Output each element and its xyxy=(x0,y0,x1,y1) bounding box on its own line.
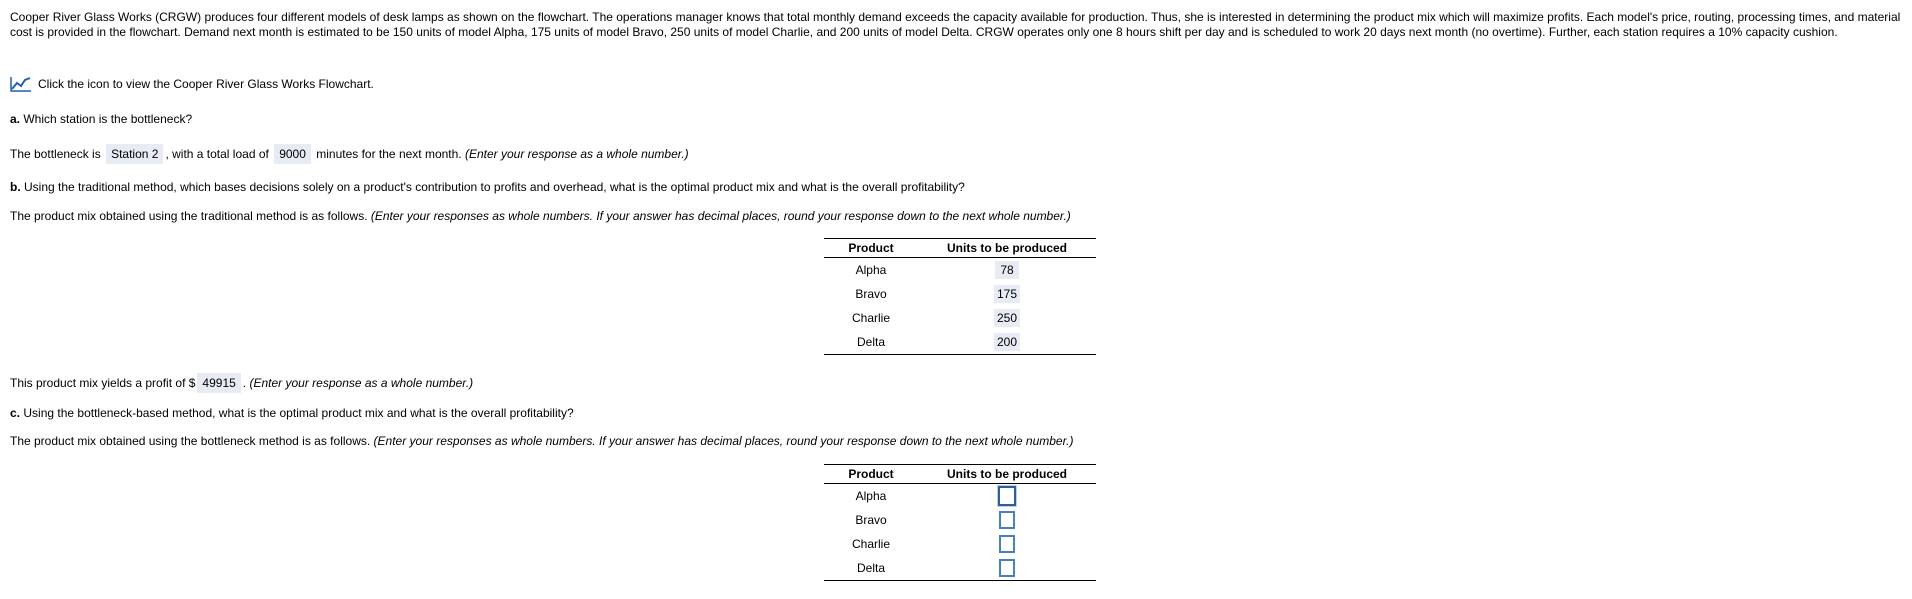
col-header-units: Units to be produced xyxy=(918,239,1096,258)
units-input[interactable] xyxy=(999,511,1015,529)
mix-b-hint: (Enter your responses as whole numbers. If your answer has decimal places, round your response down to the next whole number.) xyxy=(370,209,1071,223)
flowchart-link-text[interactable]: Click the icon to view the Cooper River Glass Works Flowchart. xyxy=(38,77,374,91)
col-header-units: Units to be produced xyxy=(918,465,1096,484)
table-row xyxy=(824,556,1096,581)
answer-a-line xyxy=(10,144,689,164)
problem-statement: Cooper River Glass Works (CRGW) produces four different models of desk lamps as shown on the flowchart. The operations manager knows that total monthly demand exceeds the capacity available for production. Thus, she is interested in determining the product mix which will maximize profits. Each model's price, routing, processing times, and material cost is provided in the flowchart. Demand next month is estimated to be 150 units of model Alpha, 175 units of model Bravo, 250 units of model Charlie, and 200 units of model Delta. CRGW operates only one 8 hours shift per day and is scheduled to work 20 days next month (no overtime). Further, each station requires a 10% capacity cushion. xyxy=(10,10,1901,39)
chart-line-icon[interactable] xyxy=(10,76,32,92)
units-input[interactable] xyxy=(998,486,1016,506)
profit-answer[interactable]: 49915 xyxy=(197,373,240,393)
table-row xyxy=(824,508,1096,532)
profit-line xyxy=(10,373,473,393)
table-row xyxy=(824,484,1096,509)
question-a-label: a. xyxy=(10,112,21,126)
answer-a-mid: , with a total load of xyxy=(165,147,269,161)
bottleneck-mix-table xyxy=(824,464,1096,581)
profit-prefix: This product mix yields a profit of $ xyxy=(10,376,196,390)
question-b xyxy=(10,180,965,194)
total-load-answer[interactable]: 9000 xyxy=(274,144,311,164)
traditional-mix-table xyxy=(824,238,1096,355)
question-b-label: b. xyxy=(10,180,21,194)
product-name: Alpha xyxy=(855,263,887,277)
col-header-product: Product xyxy=(824,239,918,258)
mix-c-instructions xyxy=(10,434,1073,448)
product-name: Bravo xyxy=(855,513,887,527)
flowchart-link[interactable] xyxy=(10,76,374,92)
profit-hint: (Enter your response as a whole number.) xyxy=(249,376,474,390)
bottleneck-answer[interactable]: Station 2 xyxy=(106,144,163,164)
table-row xyxy=(824,282,1096,306)
mix-b-instructions xyxy=(10,209,1071,223)
question-c xyxy=(10,406,574,420)
product-name: Bravo xyxy=(855,287,887,301)
units-answer[interactable]: 78 xyxy=(995,261,1019,279)
answer-a-hint: (Enter your response as a whole number.) xyxy=(464,147,689,161)
mix-c-hint: (Enter your responses as whole numbers. If your answer has decimal places, round your response down to the next whole number.) xyxy=(373,434,1074,448)
units-answer[interactable]: 175 xyxy=(994,285,1020,303)
question-c-text: Using the bottleneck-based method, what is the optimal product mix and what is the overall profitability? xyxy=(23,406,574,420)
product-name: Charlie xyxy=(851,537,890,551)
question-a-text: Which station is the bottleneck? xyxy=(23,112,193,126)
table-row xyxy=(824,258,1096,283)
units-input[interactable] xyxy=(999,535,1015,553)
table-row xyxy=(824,330,1096,355)
col-header-product: Product xyxy=(824,465,918,484)
answer-a-suffix: minutes for the next month. xyxy=(316,147,462,161)
answer-a-prefix: The bottleneck is xyxy=(10,147,101,161)
question-a xyxy=(10,112,192,126)
product-name: Alpha xyxy=(855,489,887,503)
units-input[interactable] xyxy=(999,559,1015,577)
product-name: Delta xyxy=(856,335,885,349)
profit-suffix: . xyxy=(242,376,247,390)
units-answer[interactable]: 250 xyxy=(994,309,1020,327)
product-name: Charlie xyxy=(851,311,890,325)
question-b-text: Using the traditional method, which bases decisions solely on a product's contribution to profits and overhead, what is the optimal product mix and what is the overall profitability? xyxy=(24,180,965,194)
table-row xyxy=(824,306,1096,330)
table-row xyxy=(824,532,1096,556)
mix-c-text: The product mix obtained using the bottleneck method is as follows. xyxy=(10,434,371,448)
product-name: Delta xyxy=(856,561,885,575)
question-c-label: c. xyxy=(10,406,21,420)
mix-b-text: The product mix obtained using the traditional method is as follows. xyxy=(10,209,368,223)
units-answer[interactable]: 200 xyxy=(994,333,1020,351)
